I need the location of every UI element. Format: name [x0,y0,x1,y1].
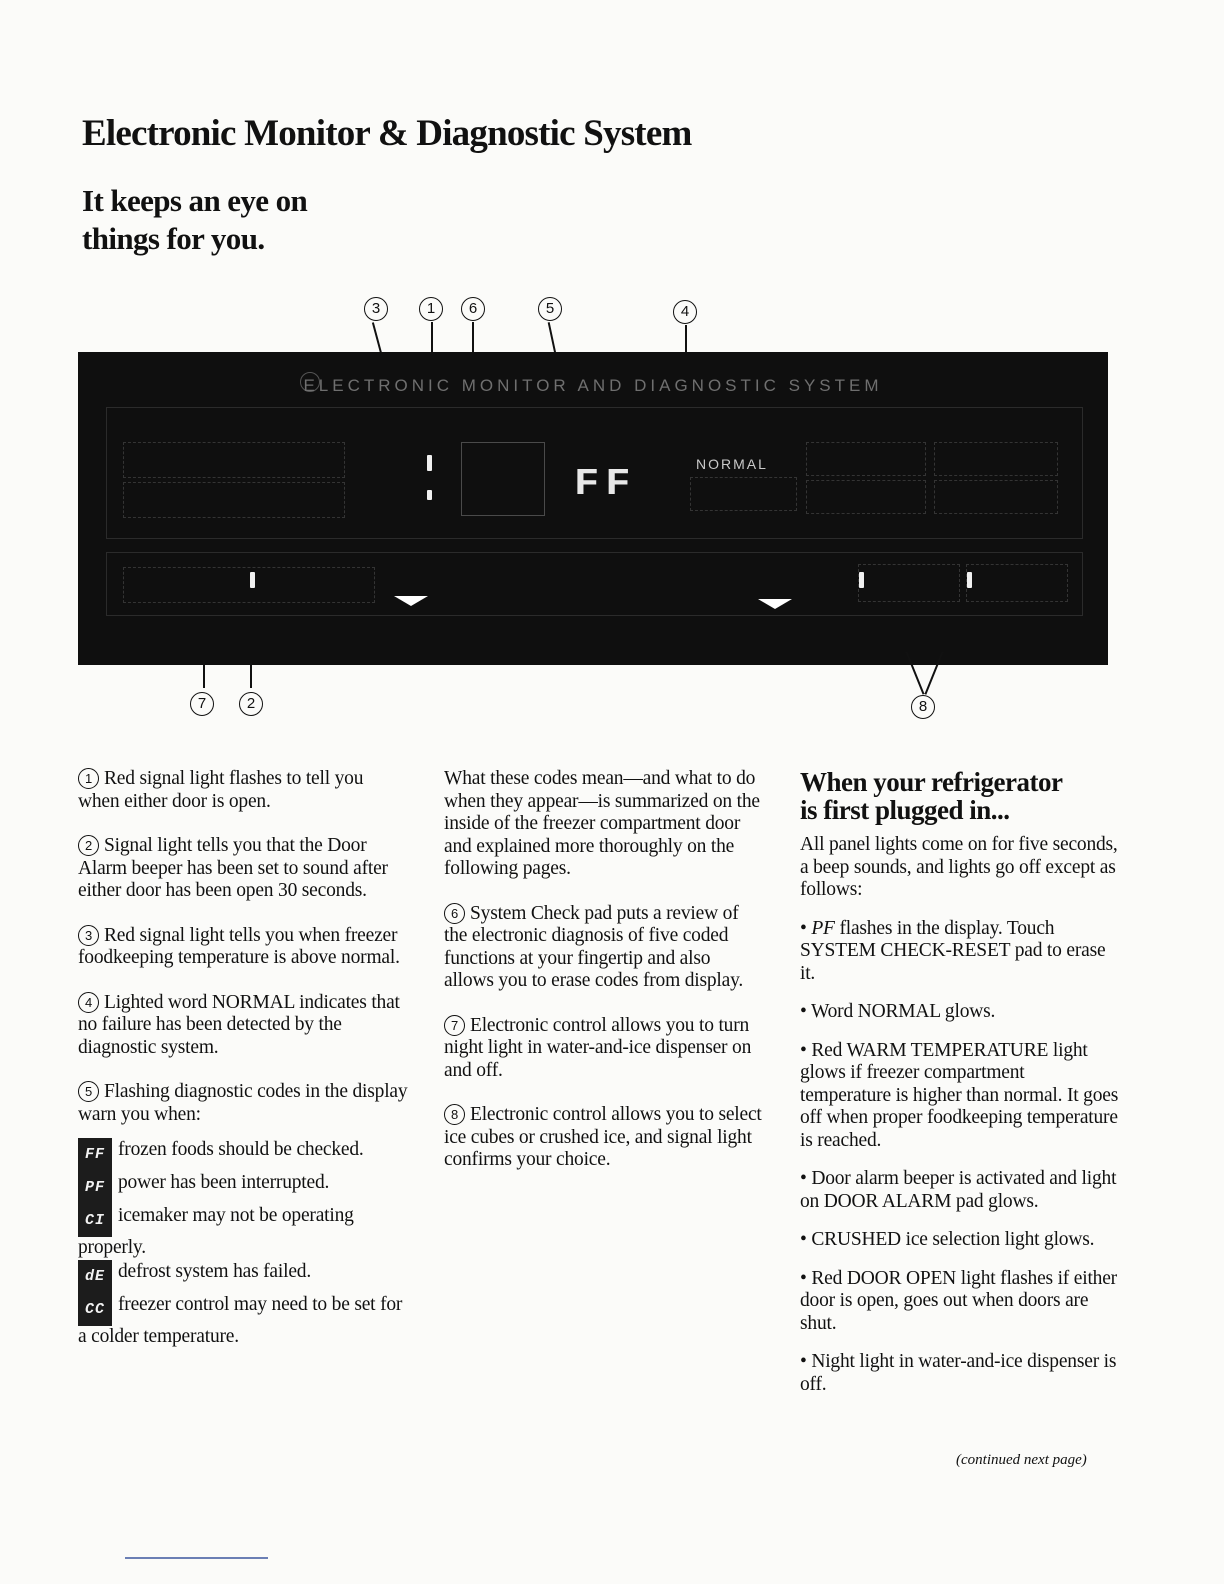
panel-faceplate [78,352,1108,665]
item-4-paragraph [78,992,408,1060]
bullet-door-open-text: Red DOOR OPEN light flashes if either door is open, goes out when doors are shut. [800,1267,1117,1334]
bullet-warm-temperature-text: Red WARM TEMPERATURE light glows if freezer compartment temperature is higher than normal. It goes off when proper foodkeeping temperature is reached. [800,1039,1119,1151]
item-number-4: 4 [78,992,99,1013]
item-5-text: Flashing diagnostic codes in the display warn you when: [78,1081,408,1125]
bullet-normal-text: Word NORMAL glows. [810,1001,996,1022]
code-ci-text: icemaker may not be operating properly. [78,1205,354,1258]
callout-1: 1 [419,297,443,321]
bullet-pf [800,918,1120,986]
item-6-paragraph [444,903,764,993]
bullet-dot: • [800,1267,807,1289]
door-open-signal-light [427,455,432,471]
column-3 [800,768,1120,1412]
system-check-reset-pad[interactable] [461,442,545,516]
cubes-signal-light [859,572,864,588]
bullet-door-alarm-text: Door alarm beeper is activated and light on DOOR ALARM pad glows. [800,1168,1117,1212]
subtitle-line-1: It keeps an eye on [82,183,308,218]
code-de-icon: dE [78,1260,112,1293]
code-ff-item [78,1138,408,1171]
crushed-signal-light [967,572,972,588]
bullet-normal [800,1001,1120,1024]
cubes-select-pad[interactable] [858,564,960,602]
left-control-pad-upper[interactable] [123,442,345,478]
control-pad-below-normal[interactable] [690,477,797,511]
bullet-night-light [800,1351,1120,1396]
callout-5: 5 [538,297,562,321]
panel-title: ELECTRONIC MONITOR AND DIAGNOSTIC SYSTEM [303,376,883,395]
plugged-in-intro: All panel lights come on for five seconds, a beep sounds, and lights go off except as follows: [800,834,1118,900]
subtitle-line-2: things for you. [82,221,265,256]
item-1-text: Red signal light flashes to tell you when either door is open. [78,768,364,812]
bullet-warm-temperature [800,1040,1120,1153]
item-3-paragraph [78,925,408,970]
item-number-8: 8 [444,1104,465,1125]
item-5-paragraph [78,1081,408,1126]
warm-temperature-signal-light [427,490,432,500]
page-title: Electronic Monitor & Diagnostic System [82,113,692,154]
leader-1 [431,322,433,354]
leader-3 [372,322,382,353]
dispenser-arrow-left-icon [394,596,428,606]
diagnostic-code-display: FF [574,462,637,506]
item-number-2: 2 [78,835,99,856]
callout-8: 8 [911,695,935,719]
bullet-dot: • [800,1168,807,1189]
item-number-5: 5 [78,1081,99,1102]
callout-6: 6 [461,297,485,321]
page-subtitle [82,182,307,258]
bullet-dot: • [800,1039,807,1061]
code-ff-text: frozen foods should be checked. [118,1139,364,1160]
column-2 [444,768,764,1194]
callout-2: 2 [239,692,263,716]
code-pf-text: power has been interrupted. [118,1172,330,1193]
code-pf-item [78,1171,408,1204]
callout-7: 7 [190,692,214,716]
leader-6 [472,322,474,354]
control-pad-3-lower[interactable] [934,480,1058,514]
control-pad-2-upper[interactable] [806,442,926,476]
bullet-dot: • [800,1229,807,1250]
code-cc-item [78,1293,408,1349]
leader-4 [685,325,687,355]
item-3-text: Red signal light tells you when freezer foodkeeping temperature is above normal. [78,924,400,968]
left-control-pad-lower[interactable] [123,482,345,518]
code-de-text: defrost system has failed. [118,1260,311,1282]
leader-7 [203,660,205,688]
bullet-dot: • [800,917,807,939]
code-cc-icon: CC [78,1293,112,1326]
footer-divider [125,1557,268,1559]
code-cc-text: freezer control may need to be set for a colder temperature. [78,1293,403,1347]
item-number-6: 6 [444,903,465,924]
code-ci-icon: CI [78,1204,112,1237]
code-pf-icon: PF [78,1171,112,1204]
door-alarm-signal-light [250,572,255,588]
code-ff-icon: FF [78,1138,112,1171]
column-1 [78,768,408,1348]
leader-2 [250,660,252,688]
continued-next-page: (continued next page) [956,1452,1087,1468]
bullet-night-light-text: Night light in water-and-ice dispenser is off. [800,1351,1117,1395]
item-8-paragraph [444,1104,764,1172]
plugged-in-heading-line-2: is first plugged in... [800,795,1010,825]
control-panel-diagram [0,290,1224,730]
bullet-crushed [800,1229,1120,1252]
normal-indicator: NORMAL [696,456,768,472]
bullet-door-open [800,1268,1120,1336]
code-de-item [78,1260,408,1293]
item-number-3: 3 [78,925,99,946]
bullet-dot: • [800,1001,807,1022]
item-8-text: Electronic control allows you to select ice cubes or crushed ice, and signal light confirms your choice. [444,1104,762,1170]
item-7-paragraph [444,1015,764,1083]
control-pad-2-lower[interactable] [806,480,926,514]
night-light-pad[interactable] [123,567,375,603]
bullet-pf-text: flashes in the display. Touch SYSTEM CHECK-RESET pad to erase it. [800,917,1106,984]
item-7-text: Electronic control allows you to turn night light in water-and-ice dispenser on and off. [444,1014,752,1081]
item-4-text: Lighted word NORMAL indicates that no failure has been detected by the diagnostic system. [78,991,400,1058]
bullet-dot: • [800,1351,807,1372]
item-number-7: 7 [444,1015,465,1036]
bullet-pf-code: PF [811,917,835,939]
leader-5 [548,322,556,354]
bullet-crushed-text: CRUSHED ice selection light glows. [811,1229,1095,1250]
callout-3: 3 [364,297,388,321]
plugged-in-heading [800,768,1120,824]
bullet-door-alarm [800,1168,1120,1213]
item-number-1: 1 [78,768,99,789]
item-1-paragraph [78,768,408,813]
item-2-paragraph [78,835,408,903]
callout-4: 4 [673,300,697,324]
code-ci-item [78,1204,408,1260]
item-2-text: Signal light tells you that the Door Alarm beeper has been set to sound after either door has been open 30 seconds. [78,835,388,901]
plugged-in-heading-line-1: When your refrigerator [800,767,1063,797]
codes-explanation-paragraph: What these codes mean—and what to do when they appear—is summarized on the inside of the freezer compartment door and explained more thoroughly on the following pages. [444,768,760,879]
dispenser-arrow-right-icon [758,599,792,609]
item-6-text: System Check pad puts a review of the electronic diagnosis of five coded functions at your fingertip and also allows you to erase codes from display. [444,902,744,991]
control-pad-3-upper[interactable] [934,442,1058,476]
crushed-select-pad[interactable] [966,564,1068,602]
